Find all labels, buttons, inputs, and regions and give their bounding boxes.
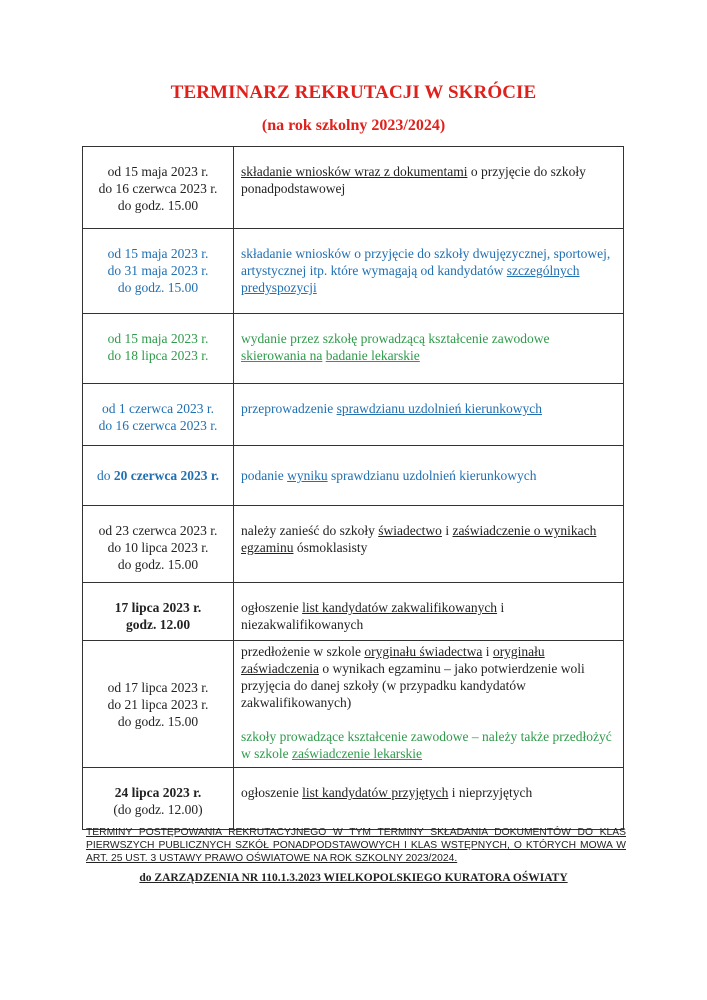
description-cell (234, 768, 624, 830)
date-line: do godz. 15.00 (117, 713, 199, 729)
description-cell (234, 147, 624, 229)
description-cell (234, 384, 624, 446)
date-cell (83, 641, 234, 768)
date-cell (83, 314, 234, 384)
description-cell (234, 583, 624, 641)
date-line: do godz. 15.00 (117, 198, 199, 213)
date-line: godz. 12.00 (125, 617, 191, 632)
footnote: TERMINY POSTĘPOWANIA REKRUTACYJNEGO W TYM TERMINY SKŁADANIA DOKUMENTÓW DO KLAS PIERWSZYCH PUBLICZNYCH SZKÓŁ PONADPODSTAWOWYCH I KLAS WSTĘPNYCH, O KTÓRYCH MOWA W ART. 25 UST. 3 USTAWY PRAWO OŚWIATOWE NA ROK SZKOLNY 2023/2024. (86, 827, 626, 864)
table-row (83, 641, 624, 768)
date-line: od 15 maja 2023 r. (107, 164, 209, 179)
date-line: od 17 lipca 2023 r. (107, 679, 209, 695)
underlined-text: sprawdzianu uzdolnień kierunkowych (336, 401, 543, 416)
table-row (83, 147, 624, 229)
desc-text: i niezakwalifikowanych (241, 600, 505, 632)
table-row (83, 314, 624, 384)
description-cell (234, 641, 624, 768)
date-line: do 10 lipca 2023 r. (107, 540, 209, 555)
decree-reference: do ZARZĄDZENIA NR 110.1.3.2023 WIELKOPOLSKIEGO KURATORA OŚWIATY (139, 872, 568, 884)
underlined-text: skierowania na (241, 348, 323, 363)
page-title: TERMINARZ REKRUTACJI W SKRÓCIE (170, 82, 537, 103)
underlined-text: list kandydatów zakwalifikowanych (302, 600, 498, 615)
date-line: do 16 czerwca 2023 r. (98, 418, 218, 433)
underlined-text: składanie wniosków wraz z dokumentami (241, 164, 468, 179)
date-line: od 15 maja 2023 r. (107, 246, 209, 261)
description-cell (234, 314, 624, 384)
date-cell (83, 384, 234, 446)
date-line: od 15 maja 2023 r. (107, 331, 209, 346)
date-line: 24 lipca 2023 r. (114, 785, 202, 800)
date-cell (83, 583, 234, 641)
date-cell (83, 768, 234, 830)
description-cell (234, 506, 624, 583)
date-cell (83, 506, 234, 583)
desc-text: przedłożenie w szkole (241, 644, 365, 659)
date-line: do 16 czerwca 2023 r. (98, 181, 218, 196)
date-cell (83, 147, 234, 229)
desc-text: i (482, 644, 493, 659)
desc-text: ogłoszenie (241, 785, 303, 800)
table-row (83, 583, 624, 641)
date-cell (83, 446, 234, 506)
underlined-text: predyspozycji (241, 280, 317, 295)
desc-text: przeprowadzenie (241, 401, 337, 416)
underlined-text: oryginału świadectwa (364, 644, 483, 659)
page-subtitle: (na rok szkolny 2023/2024) (261, 117, 446, 134)
date-line: do 31 maja 2023 r. (107, 263, 209, 278)
table-row (83, 384, 624, 446)
date-line: od 23 czerwca 2023 r. (98, 523, 218, 538)
underlined-text: badanie lekarskie (325, 348, 420, 363)
date-line: (do godz. 12.00) (113, 802, 203, 817)
date-line: od 1 czerwca 2023 r. (101, 401, 215, 416)
date-bold: 20 czerwca 2023 r. (113, 468, 220, 483)
desc-text: wydanie przez szkołę prowadzącą kształcenie zawodowe (241, 331, 550, 346)
description-cell (234, 229, 624, 314)
underlined-text: zaświadczenie lekarskie (292, 746, 423, 761)
table-row (83, 768, 624, 830)
desc-text: szkoły prowadzące kształcenie zawodowe – należy także przedłożyć w szkole (241, 729, 612, 761)
desc-text: ogłoszenie (241, 600, 303, 615)
date-line: do godz. 15.00 (117, 557, 199, 572)
desc-text: należy zanieść do szkoły (241, 523, 379, 538)
desc-text: ósmoklasisty (293, 540, 368, 555)
table-row (83, 229, 624, 314)
underlined-text: oryginału zaświadczenia (241, 644, 545, 676)
desc-text: o wynikach egzaminu – jako potwierdzenie woli przyjęcia do danej szkoły (w przypadku kandydatów zakwalifikowanych) (241, 661, 585, 710)
date-line: do godz. 15.00 (117, 280, 199, 295)
description-cell (234, 446, 624, 506)
underlined-text: szczególnych (506, 263, 580, 278)
underlined-text: świadectwo (378, 523, 442, 538)
desc-text: i (441, 523, 453, 538)
date-line: 17 lipca 2023 r. (114, 600, 202, 615)
underlined-text: zaświadczenie o wynikach egzaminu (241, 523, 597, 555)
date-cell (83, 229, 234, 314)
desc-text: sprawdzianu uzdolnień kierunkowych (327, 468, 537, 483)
underlined-text: list kandydatów przyjętych (302, 785, 449, 800)
underlined-text: wyniku (287, 468, 328, 483)
desc-text: i nieprzyjętych (448, 785, 533, 800)
desc-text: podanie (241, 468, 288, 483)
desc-text: o przyjęcie do szkoły ponadpodstawowej (241, 164, 586, 196)
desc-text: składanie wniosków o przyjęcie do szkoły dwujęzycznej, sportowej, artystycznej itp. które wymagają od kandydatów (241, 246, 611, 278)
date-line: do 21 lipca 2023 r. (107, 696, 209, 712)
date-prefix: do (96, 468, 114, 483)
table-row (83, 506, 624, 583)
date-line: do 18 lipca 2023 r. (107, 348, 209, 363)
table-row (83, 446, 624, 506)
schedule-table (82, 146, 624, 830)
